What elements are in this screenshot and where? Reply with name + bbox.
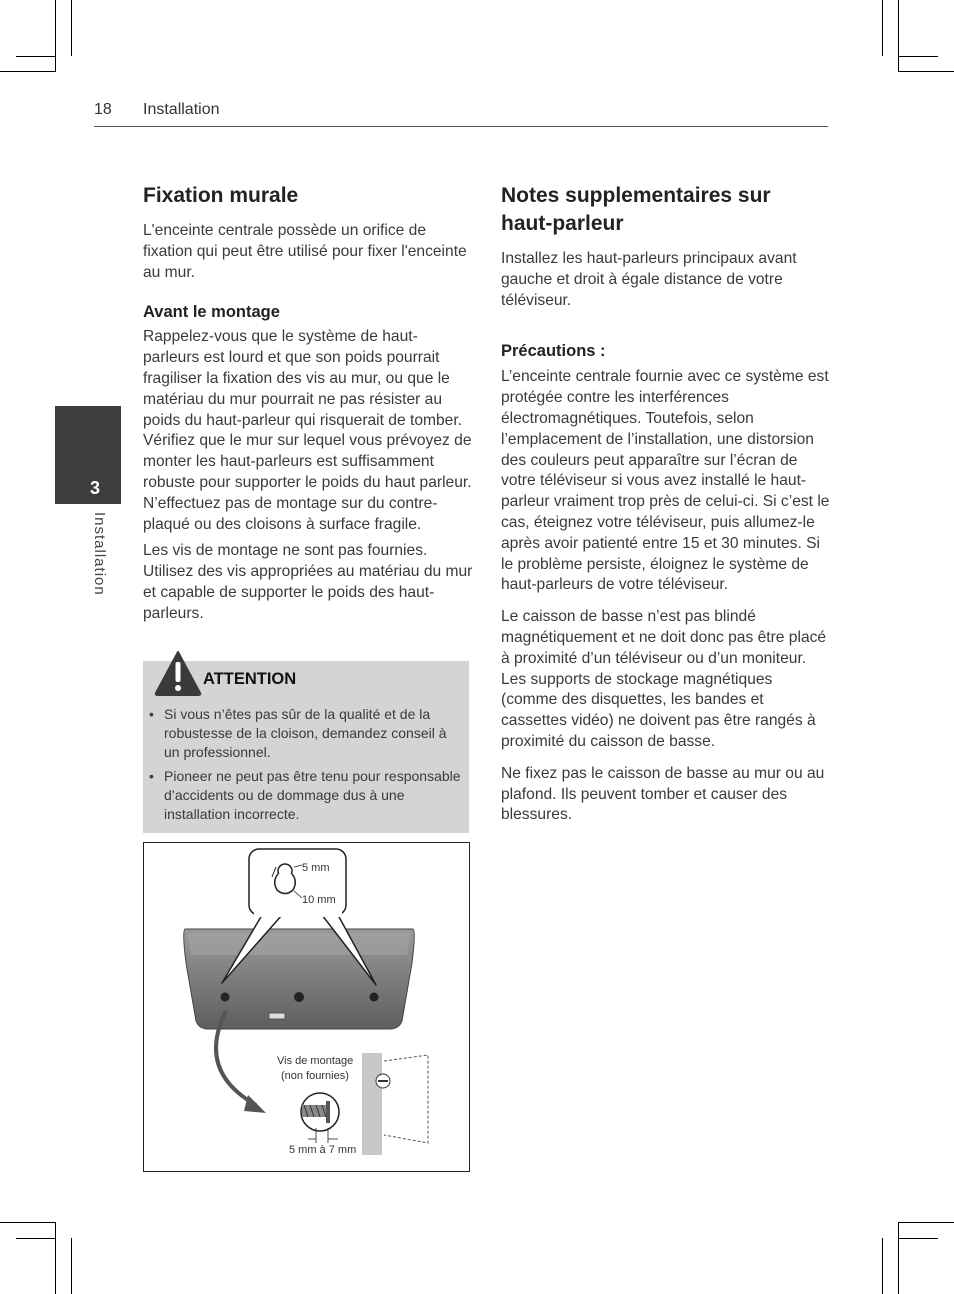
intro-paragraph: L'enceinte centrale possède un orifice de fixation qui peut être utilisé pour fixer l'enceinte au mur. [143,222,467,281]
crop-mark [55,0,56,72]
crop-mark [16,56,56,57]
chapter-label: Installation [91,512,108,596]
attention-list [149,705,461,829]
crop-mark [898,1222,899,1294]
chapter-tab [55,406,121,504]
subsection-title: Avant le montage [143,303,280,322]
subsection-title: Précautions : [501,342,606,361]
crop-mark [16,1238,56,1239]
section-title: Fixation murale [143,184,299,207]
label-screws-note: (non fournies) [281,1070,349,1082]
attention-box [143,661,469,833]
section-title: Notes supplementaires sur haut-parleur [501,184,771,235]
warning-icon [153,649,203,697]
crop-mark [898,71,954,72]
crop-mark [898,56,938,57]
running-header: Installation [143,101,220,118]
list-item: • Pioneer ne peut pas être tenu pour responsable d’accidents ou de dommage dus à une installation incorrecte. [149,767,461,824]
body-paragraph: Le caisson de basse n’est pas blindé magnétiquement et ne doit donc pas être placé à proximité d’un téléviseur ou d’un moniteur. Les supports de stockage magnétiques (comme des disquettes, les bandes et cassettes vidéo) ne doivent pas être rangés à proximité du caisson de basse. [501,608,827,750]
page-number: 18 [94,101,112,118]
wall-mount-illustration [144,843,469,1171]
crop-mark [55,1222,56,1294]
label-5mm: 5 mm [302,862,330,874]
crop-mark [0,71,56,72]
crop-mark [898,1238,938,1239]
crop-mark [898,1222,954,1223]
crop-mark [71,0,72,56]
attention-title: ATTENTION [203,670,297,688]
label-depth: 5 mm à 7 mm [289,1144,357,1156]
header-rule [94,126,828,127]
crop-mark [882,1238,883,1294]
crop-mark [71,1238,72,1294]
body-paragraph: Rappelez-vous que le système de haut-parleurs est lourd et que son poids pourrait fragiliser la fixation des vis au mur, ou que le matériau du mur pourrait ne pas résister au poids du haut-parleur qui risquerait de tomber. Vérifiez que le mur sur lequel vous prévoyez de monter les haut-parleurs est suffisamment robuste pour supporter le poids du haut parleur. N’effectuez pas de montage sur du contre-plaqué ou des cloisons à surface fragile. [143,328,472,533]
body-paragraph: L’enceinte centrale fournie avec ce système est protégée contre les interférences électromagnétiques. Toutefois, selon l’emplacement de l’installation, une distorsion des couleurs peut apparaître sur l’écran de votre téléviseur si vous avez installé le haut-parleur vraiment trop près de celui-ci. Si c’est le cas, éteignez votre téléviseur, puis allumez-le après avoir patienté entre 15 et 30 minutes. Si le problème persiste, éloignez le système de haut-parleurs de votre téléviseur. [501,368,830,594]
chapter-number: 3 [90,478,101,498]
label-screws: Vis de montage [277,1055,354,1067]
left-column [143,182,473,625]
crop-mark [882,0,883,56]
right-column [501,182,831,826]
list-item: • Si vous n’êtes pas sûr de la qualité et de la robustesse de la cloison, demandez conseil à un professionnel. [149,705,461,762]
body-paragraph: Les vis de montage ne sont pas fournies. Utilisez des vis appropriées au matériau du mur et capable de supporter le poids des haut-parleurs. [143,542,473,622]
body-paragraph: Ne fixez pas le caisson de basse au mur ou au plafond. Ils peuvent tomber et causer des blessures. [501,764,825,824]
crop-mark [898,0,899,72]
wall-mount-figure [143,842,470,1172]
crop-mark [0,1222,56,1223]
intro-paragraph: Installez les haut-parleurs principaux avant gauche et droit à égale distance de votre téléviseur. [501,250,797,309]
label-10mm: 10 mm [302,894,336,906]
